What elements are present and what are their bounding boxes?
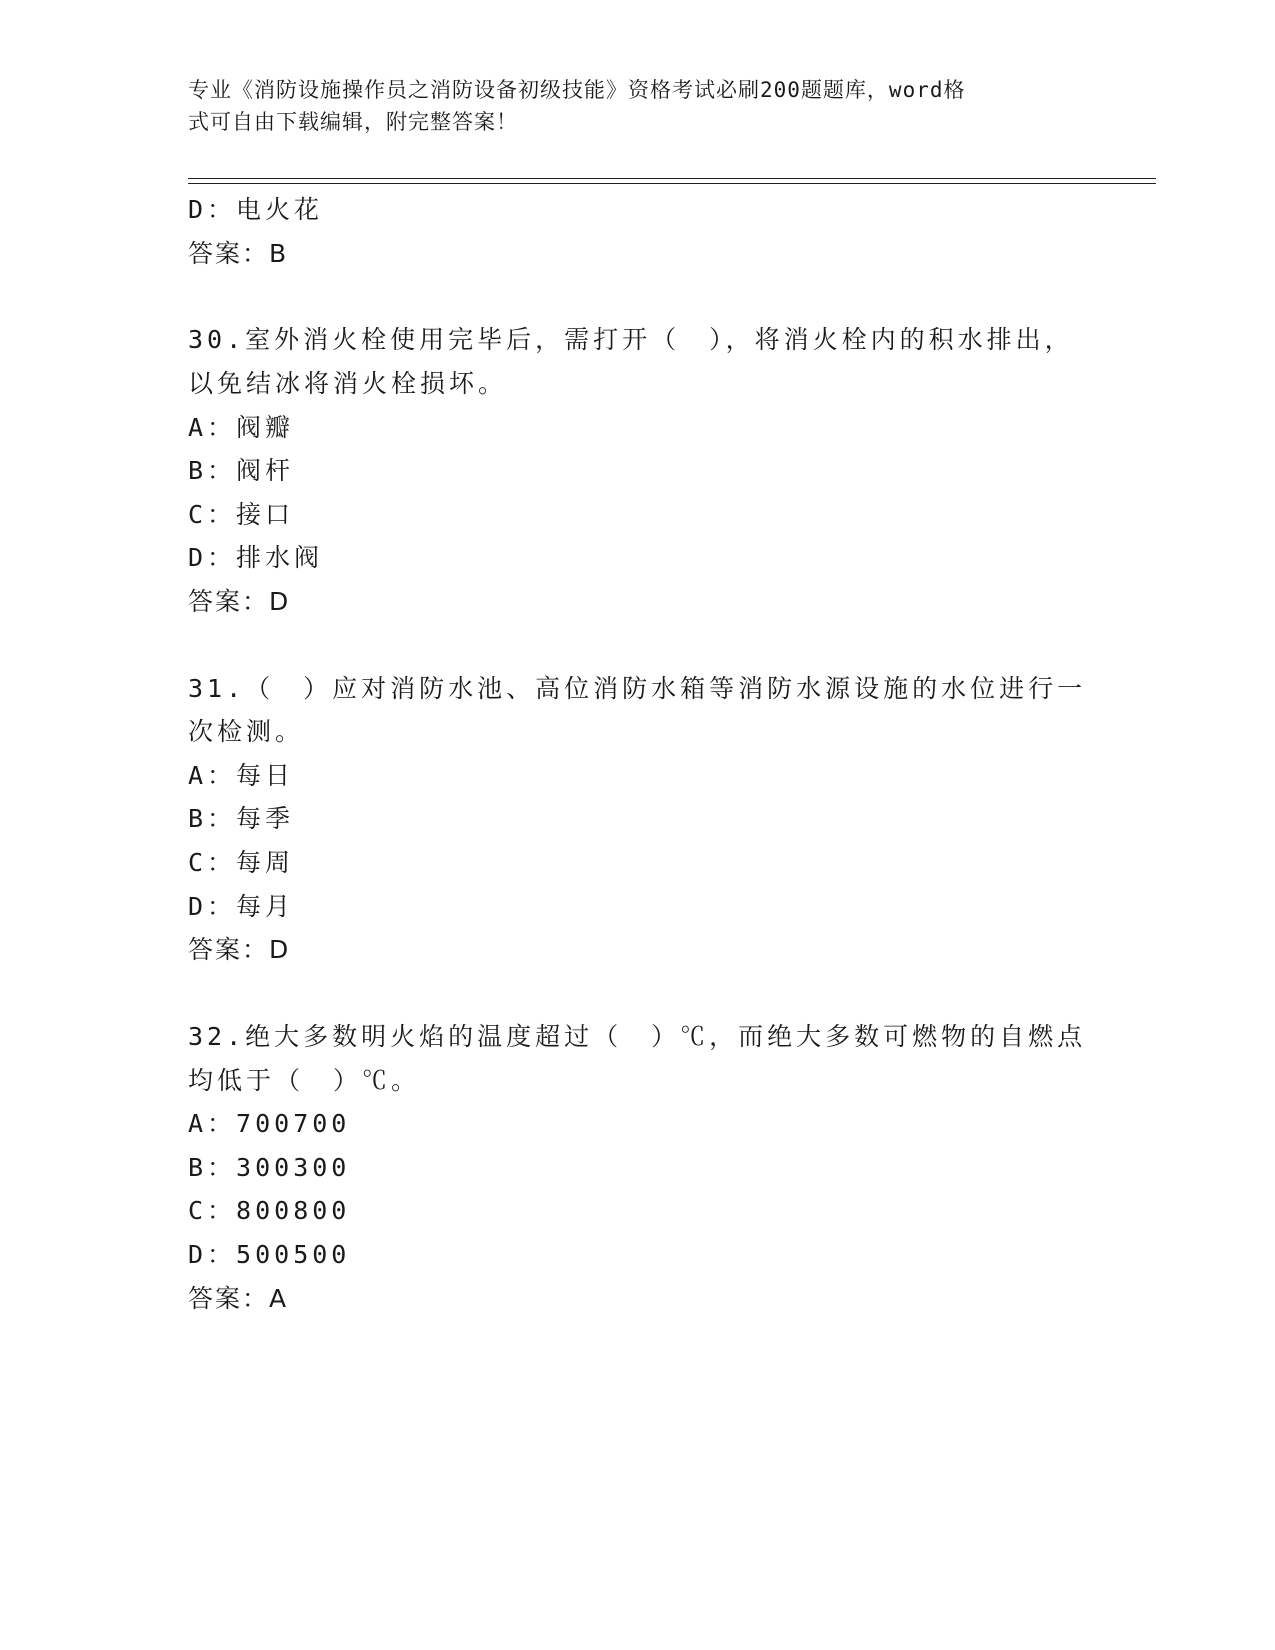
option-d: D：500500 bbox=[188, 1240, 351, 1269]
question-stem-line-1: 30.室外消火栓使用完毕后，需打开（ ），将消火栓内的积水排出， bbox=[188, 325, 1074, 354]
option-d: D：每月 bbox=[188, 892, 295, 921]
option-d: D：排水阀 bbox=[188, 543, 324, 572]
question-stem-line-2: 以免结冰将消火栓损坏。 bbox=[188, 369, 508, 398]
header-divider-bottom bbox=[188, 183, 1156, 184]
question-stem-line-1: 32.绝大多数明火焰的温度超过（ ）℃，而绝大多数可燃物的自燃点 bbox=[188, 1022, 1087, 1051]
header-line-2: 式可自由下载编辑，附完整答案！ bbox=[188, 110, 518, 134]
option-c: C：接口 bbox=[188, 500, 295, 529]
option-c: C：800800 bbox=[188, 1196, 351, 1225]
header-line-1: 专业《消防设施操作员之消防设备初级技能》资格考试必刷200题题库，word格 bbox=[188, 78, 966, 102]
option-b: B：300300 bbox=[188, 1153, 351, 1182]
answer: 答案：D bbox=[188, 587, 291, 616]
option-a: A：700700 bbox=[188, 1109, 351, 1138]
prev-answer: 答案：B bbox=[188, 239, 289, 268]
prev-option-d: D：电火花 bbox=[188, 195, 324, 224]
option-b: B：每季 bbox=[188, 804, 295, 833]
answer: 答案：D bbox=[188, 935, 291, 964]
option-c: C：每周 bbox=[188, 848, 295, 877]
option-a: A：每日 bbox=[188, 761, 295, 790]
question-stem-line-1: 31.（ ）应对消防水池、高位消防水箱等消防水源设施的水位进行一 bbox=[188, 674, 1087, 703]
answer: 答案：A bbox=[188, 1284, 289, 1313]
header-divider-top bbox=[188, 178, 1156, 179]
document-header bbox=[188, 74, 1068, 138]
question-stem-line-2: 均低于（ ）℃。 bbox=[188, 1066, 421, 1095]
option-a: A：阀瓣 bbox=[188, 413, 295, 442]
option-b: B：阀杆 bbox=[188, 456, 295, 485]
question-stem-line-2: 次检测。 bbox=[188, 717, 305, 746]
